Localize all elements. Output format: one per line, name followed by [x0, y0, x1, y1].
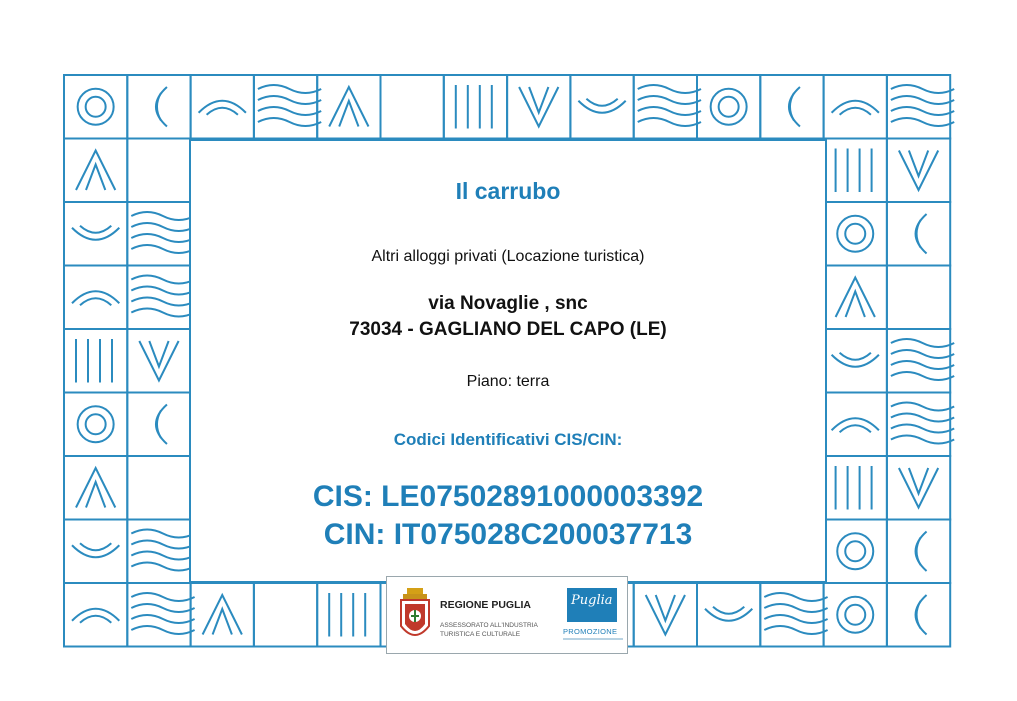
property-title: Il carrubo [455, 178, 561, 204]
cin-code: CIN: IT075028C200037713 [323, 518, 693, 551]
cis-code: CIS: LE07502891000003392 [312, 480, 704, 513]
assessorato-line-2: TURISTICA E CULTURALE [440, 631, 521, 638]
address-city: 73034 - GAGLIANO DEL CAPO (LE) [349, 319, 667, 340]
inner-frame [190, 140, 826, 582]
regione-puglia-crest-icon [397, 588, 433, 646]
promozione-underline [563, 638, 623, 640]
assessorato-label [440, 621, 550, 639]
property-category: Altri alloggi privati (Locazione turistica) [371, 248, 645, 265]
regione-puglia-label: REGIONE PUGLIA [440, 599, 532, 611]
sponsor-logos [386, 576, 628, 654]
promozione-label: PROMOZIONE [563, 627, 618, 636]
floor-info: Piano: terra [466, 373, 550, 390]
puglia-logo-text: Puglia [571, 593, 613, 608]
assessorato-line-1: ASSESSORATO ALL'INDUSTRIA [440, 622, 538, 629]
address-street: via Novaglie , snc [428, 293, 588, 314]
codes-heading: Codici Identificativi CIS/CIN: [393, 430, 623, 449]
